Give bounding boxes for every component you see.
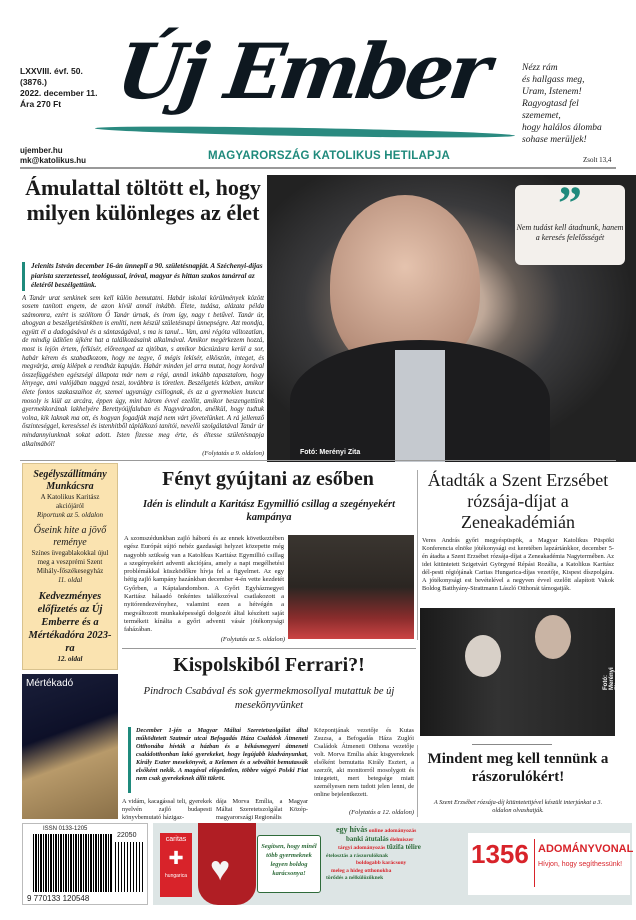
ad-word: boldogabb karácsony (356, 860, 407, 866)
sidebar-ref: Riportunk az 5. oldalon (36, 511, 104, 519)
ad-word: tűzifa télire (386, 843, 421, 851)
candles-photo (288, 535, 414, 639)
cover-title: Mértékadó (26, 678, 74, 689)
psalm-line: sohase merüljek! (522, 135, 587, 145)
story2-headline[interactable]: Fényt gyújtani az esőben (162, 468, 374, 490)
ad-word: törődés a nélkülözőknek (326, 875, 384, 881)
ad-word: élelmiszer (389, 836, 414, 843)
caritas-sub: hungarica (165, 873, 187, 879)
psalm-reference: Zsolt 13,4 (583, 156, 612, 164)
barcode-bars (33, 834, 113, 892)
barcode-number: 9 770133 120548 (27, 894, 90, 903)
barcode (22, 823, 148, 905)
story4-lead: December 1-jén a Magyar Máltai Szeretetszolgálat által működtetett Szatmár utcai Befogadás Háza Családok Átmeneti Otthonába hívták a házban és a békásmegyeri átmeneti családotthonban lakó gyerekeket, hogy legújabb kiadványunkat, Király Eszter mesekönyvét, a Kelemen és a sebváltót bemutassák elsőként nekik. A magával elégedetlen, többre vágyó Polski Fiat nem csak gyerekeknek állít tükröt. (128, 727, 308, 793)
tagline: MAGYARORSZÁG KATOLIKUS HETILAPJA (208, 150, 450, 162)
photo-credit: Fotó: Merényi Zita (603, 667, 621, 690)
photo-credit: Fotó: Merényi Zita (300, 449, 361, 456)
portrait-shirt (395, 350, 445, 462)
story3-column (420, 470, 616, 606)
pull-quote (515, 177, 625, 265)
price: Ára 270 Ft (20, 99, 62, 109)
ad-word: meleg a hideg otthonokba (331, 867, 392, 874)
contact (20, 146, 86, 166)
left-column (22, 463, 118, 819)
continued-link[interactable]: (Folytatás az 5. oldalon) (220, 636, 285, 643)
issue-code: 22050 (117, 832, 137, 839)
column-divider (417, 470, 418, 640)
psalm-line: szememet, (522, 111, 561, 121)
mitten-image (198, 823, 256, 905)
story3-interview-ref: A Szent Erzsébet rózsája-díj kitüntetettjével készült interjúnkat a 3. oldalon olvashatják. (433, 799, 603, 814)
issue-date: 2022. december 11. (20, 88, 98, 98)
story4-col3: Központjának vezetője és Kutas Zsuzsa, a Befogadás Háza Zuglói Családok Átmeneti Otthona vezetője volt. Morva Emília aház kisgyereknek elsőként bemutatta Király Esztert, a szerzőt, aki monitorról mosolygott és integetett, mert betegsége miatt személyesen nem tudott jelen lenni, de online bejelentkezett. (314, 727, 414, 798)
sidebar-box (22, 463, 118, 670)
newspaper-logo: Új Ember (111, 27, 493, 116)
donation-label: ADOMÁNYVONAL (538, 843, 634, 855)
sidebar-title[interactable]: Őseink hite a jövő reménye (33, 525, 107, 548)
lead-story-column (22, 262, 264, 446)
caritas-ad[interactable] (153, 823, 632, 905)
donation-line-box (468, 833, 634, 895)
bishop-head (535, 615, 571, 659)
lead-headline[interactable]: Ámulattal töltött el, hogy milyen különleges az élet (25, 175, 261, 225)
website-link[interactable]: ujember.hu (20, 146, 63, 155)
story4-subtitle: Pindroch Csabával és sok gyermekmosollyal mutattuk be új mesekönyvünket (143, 686, 395, 711)
divider (534, 839, 535, 887)
lead-body: A Tanár urat senkinek sem kell külön bemutatni. Habár iskolai körülmények között sosem tanított engem, de azon kívül annál inkább. Élete, tudása, alázata példa számomra, ezért is szólítom Ő Tanár úrnak, és írom így, nagy t betűvel. Tanár úr, ahogyan a beszélgetésünkben is említi, nem készül születésnapi ünnepségre. Azt mondja, együtt él a dadogásával és a sántaságával, s ma is tanul... Van, ami régóta változatlan, de mindig üdítően újként hat a találkozásaink alkalmával. Amikor megérkezem hozzá, most is lejön értem, felkísér, előreenged az ajtóban, s amikor búcsúzásra kerül a sor, habár kérem és szabadkozom, hogy ne tegye, ő mégis lekísér, elköszön, integet, és megvárja, amíg kilépek a rendház kapuján. Habár minden jel arra mutat, hogy korával összefüggésben egészségi állapota már nem a régi, annál inkább tapasztalom, hogy lényege, ami valójában naggyá teszi, továbbra is töretlen. Beszélgetés közben, amikor élete fontos szakaszaihoz ér, szemei ugyanúgy csillognak, és az a gyermekien huncut mosoly is kiül az arcára, éppen úgy, mint három évvel ezelőtt, amikor beszengettünk gyermekkorának lakhelyére Berettyóújfaluban és Nagyváradon, anélkül, hogy tudtuk volna, kik laknak ma ott, és hogyan fogadják majd nem várt jövetelünket. A rá jellemző őszinteséggel, kereséssel és istenhitből táplálkozó tanítói, nevelői szolgálatával Tanár úr mindannyiunknak sokat adott. Isten fizesse meg érte, és éltesse születésnapja alkalmából! (22, 294, 264, 446)
sidebar-ref: 11. oldal (57, 576, 83, 584)
ad-word: ételosztás a rászorulóknak (326, 852, 389, 859)
sidebar-title[interactable]: Segélyszállítmány Munkácsra (33, 469, 107, 492)
volume: LXXVIII. évf. 50. (20, 66, 83, 76)
divider (472, 744, 552, 745)
awardee-head (465, 635, 501, 677)
continued-link[interactable]: (Folytatás a 9. oldalon) (202, 450, 264, 457)
story2-subtitle: Idén is elindult a Karitász Egymillió csillag a szegényekért kampánya (142, 499, 395, 523)
sidebar-title[interactable]: Kedvezményes előfizetés az Új Emberre és a Mértékadóra 2023-ra (28, 591, 112, 654)
story3-headline[interactable]: Átadták a Szent Erzsébet rózsája-díjat a Zeneakadémián (427, 470, 609, 532)
story3-interview-headline[interactable]: Mindent meg kell tennünk a rászorulókért! (427, 751, 609, 785)
ad-word-cloud (326, 826, 464, 904)
ad-word: tárgyi adományozás (338, 845, 386, 851)
story3-body: Veres András győri megyéspüspök, a Magyar Katolikus Püspöki Konferencia elnöke jótékonysági est keretében lapzártánkkor, december 5-én átadta a Szent Erzsébet rózsája-díjat a Zeneakadémia Nagytermében. Az idei kitüntetett Szigetvári Györgyné Répási Rozália, a Katolikus Karitász dél-pesti régiójának Caritas Hungarica-díjas vezetője, Kispest díszpolgára. A jótékonysági est bevételével a negyven évvel ezelőtt alapított Vakok Boldog Batthyány-Strattmann László Otthonát támogatják. (422, 537, 614, 592)
email-link[interactable]: mk@katolikus.hu (20, 156, 87, 165)
lead-intro: Jelenits István december 16-án ünnepli a 90. születésnapját. A Széchenyi-díjas piarista szerzetessel, teológussal, íróval, magyar és hittan szakos tanárral az életéről beszélgettünk. (22, 262, 264, 291)
divider (20, 460, 616, 461)
addon-bars (115, 842, 143, 892)
ad-slogan: Segítsen, hogy minél több gyermeknek legyen boldog karácsonya! (257, 835, 321, 893)
divider (20, 167, 616, 169)
psalm-line: Ragyogtasd fel (522, 99, 579, 109)
sidebar-text: A Katolikus Karitász akciójáról (40, 493, 100, 510)
psalm-line: Nézz rám (522, 63, 558, 73)
donation-number[interactable]: 1356 (471, 839, 529, 869)
column-divider (417, 745, 418, 817)
psalm-line: és hallgass meg, (522, 75, 585, 85)
story2-body: A szomszédunkban zajló háború és az ennek következtében egész Európát sújtó nehéz gazdasági helyzet közepette még nagyobb szükség van a Katolikus Karitász Egymillió csillag a szegényekért adventi akciójára, amely a napi megélhetési problémákkal küszködőkre hívja fel a figyelmet. Az egy hétig zajló kampány hazánkban december 4-én vette kezdetét Győrben, a Káptalandombon. A Győri Egyházmegyei Karitász hálaadó önkéntes találkozóval csatlakozott a nyitórendezvényhez, valamint ezen a hétvégén a megváltozott munkaképességű dolgozói által készített saját termékeit kínálta a győri adventi vásár jótékonysági faházában. (124, 535, 284, 634)
ad-word: online adományozás (368, 828, 417, 834)
award-photo (420, 608, 615, 736)
caritas-logo: caritas (165, 836, 187, 843)
continued-link[interactable]: (Folytatás a 12. oldalon) (349, 809, 414, 816)
magazine-cover[interactable] (22, 674, 118, 819)
donation-cta: Hívjon, hogy segíthessünk! (538, 861, 623, 868)
ad-word: banki átutalás (346, 834, 389, 843)
ad-word: egy hívás (336, 825, 368, 834)
sidebar-ref: 12. oldal (57, 655, 83, 663)
issue-number: (3876.) (20, 77, 47, 87)
quote-mark-icon: ” (558, 177, 582, 230)
issn: ISSN 0133-1205 (43, 826, 88, 832)
divider (122, 648, 416, 649)
heart-icon: ♥ (210, 851, 231, 888)
logo-swoosh (95, 124, 515, 139)
story4-headline[interactable]: Kispolskiból Ferrari?! (173, 654, 365, 676)
pull-quote-text: Nem tudást kell átadnunk, hanem a keresés felelősségét (516, 223, 624, 242)
issue-info (20, 66, 98, 110)
caritas-cross-icon: ✚ (168, 848, 184, 868)
psalm-line: hogy halálos álomba (522, 123, 602, 133)
story4-col2: dája Morva Emília, a Magyar Máltai Szeretetszolgálat Közép-magyarországi Regionális (216, 798, 308, 821)
story4-col1: A vidám, kacagással teli, gyerekek nyelvén zajló budapesti könyvbemutató házigaz- (122, 798, 212, 821)
sidebar-text: Színes üvegablakokkal újul meg a veszprémi Szent Mihály-főszékesegyház (31, 549, 109, 575)
psalm-quote (522, 62, 602, 146)
psalm-line: Uram, Istenem! (522, 87, 582, 97)
